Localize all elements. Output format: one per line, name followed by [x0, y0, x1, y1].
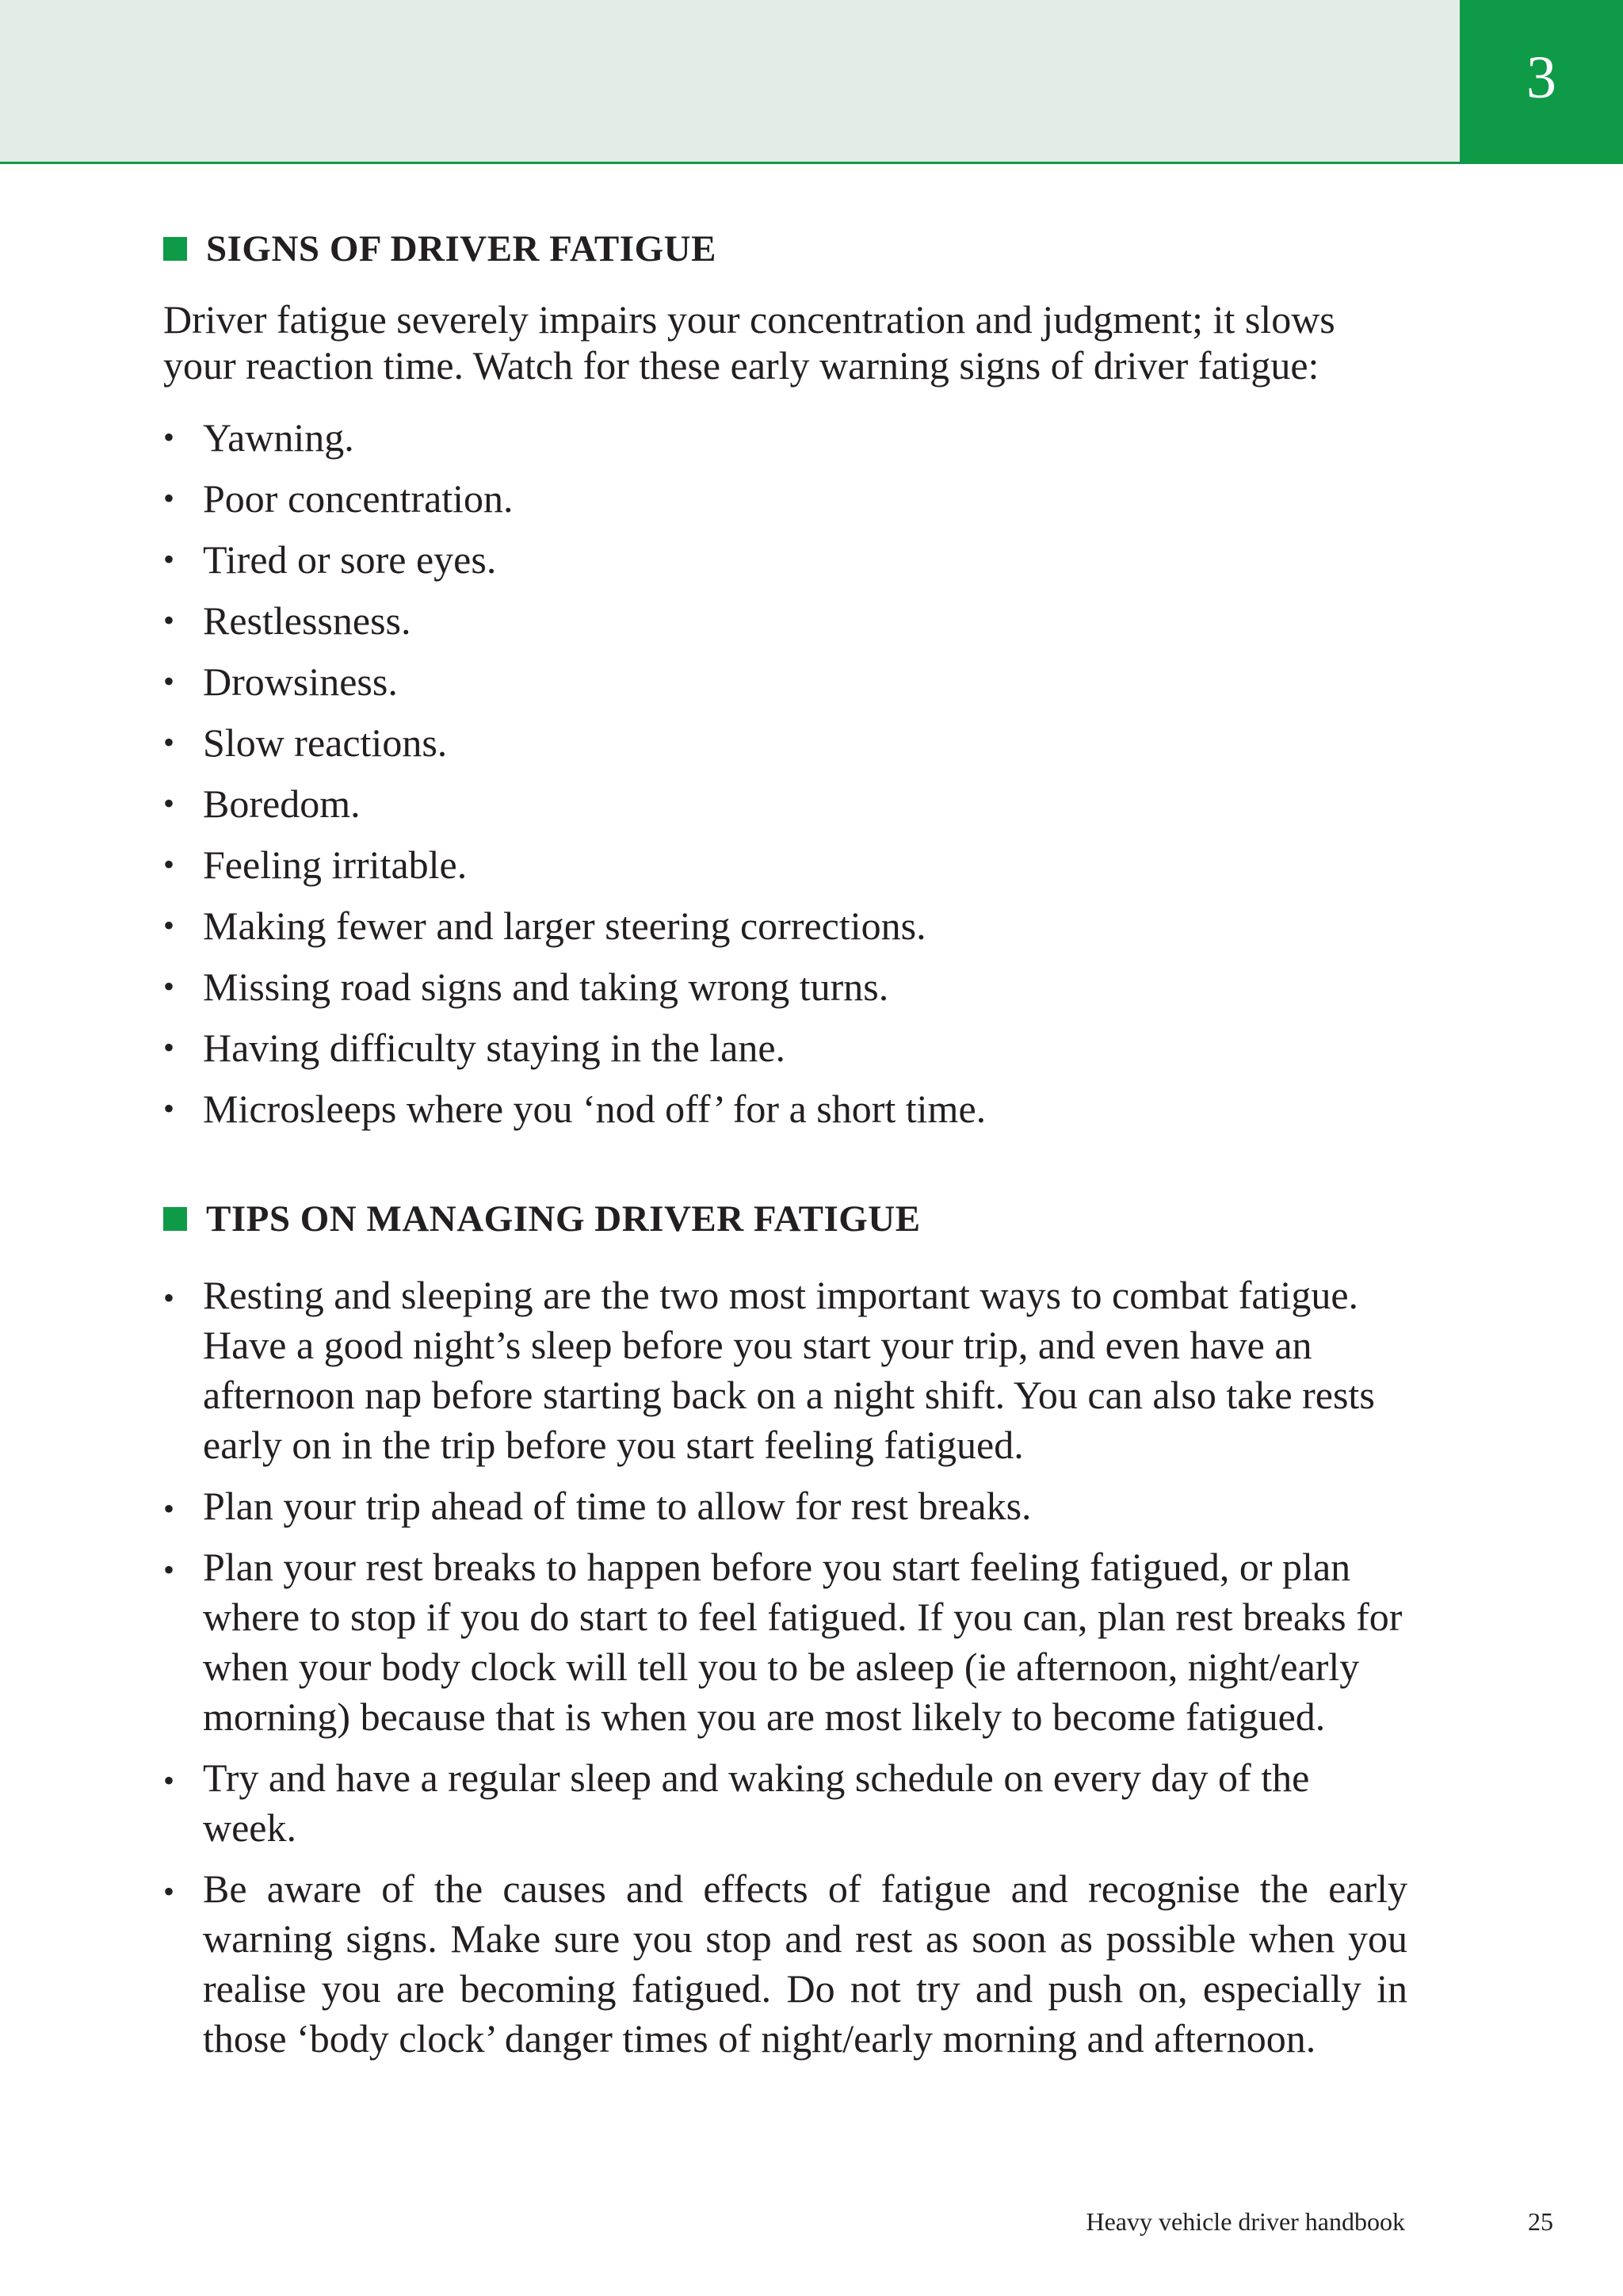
list-item: • Plan your trip ahead of time to allow for rest breaks.: [163, 1481, 1407, 1531]
bullet-icon: •: [163, 541, 175, 577]
signs-intro: Driver fatigue severely impairs your concentration and judgment; it slows your reaction time. Watch for these early warning signs of driver fatigue:: [163, 297, 1335, 388]
bullet-icon: •: [163, 1091, 175, 1126]
list-item: • Yawning.: [163, 415, 354, 460]
chapter-tab: 3: [1460, 0, 1623, 164]
heading-square-icon: [163, 1207, 187, 1231]
list-item: • Boredom.: [163, 781, 361, 826]
list-item: • Feeling irritable.: [163, 842, 468, 887]
list-item: • Plan your rest breaks to happen before you start feeling fatigued, or plan where to stop if you do start to feel fatigued. If you can, plan rest breaks for when your body clock will tell you to be asleep (ie afternoon, night/early morning) because that is when you are most likely to become fatigued.: [163, 1545, 1403, 1739]
list-item: • Making fewer and larger steering corrections.: [163, 904, 926, 948]
bullet-icon: •: [163, 419, 175, 455]
list-item: • Drowsiness.: [163, 659, 398, 704]
bullet-icon: •: [163, 1552, 175, 1587]
header-band: [0, 0, 1460, 164]
footer-title: Heavy vehicle driver handbook: [1086, 2207, 1405, 2236]
list-item: • Try and have a regular sleep and waking schedule on every day of the week.: [163, 1755, 1310, 1850]
bullet-icon: •: [163, 1763, 175, 1798]
heading-square-icon: [163, 237, 187, 261]
tips-list: [163, 1270, 1407, 2075]
bullet-icon: •: [163, 968, 175, 1004]
list-item: • Be aware of the causes and effects of fatigue and recognise the early warning signs. Make sure you stop and rest as soon as possible when you realise you are becoming fatigued. Do not try and push on, especially in those ‘body clock’ danger times of night/early morning and afternoon.: [163, 1866, 1407, 2061]
list-item: • Resting and sleeping are the two most important ways to combat fatigue. Have a good night’s sleep before you start your trip, and even have an afternoon nap before starting back on a night shift. You can also take rests early on in the trip before you start feeling fatigued.: [163, 1273, 1375, 1467]
bullet-icon: •: [163, 1874, 175, 1909]
bullet-icon: •: [163, 1491, 175, 1526]
bullet-icon: •: [163, 785, 175, 821]
signs-list: [163, 415, 986, 1147]
bullet-icon: •: [163, 907, 175, 943]
bullet-icon: •: [163, 724, 175, 760]
list-item: • Restlessness.: [163, 598, 411, 643]
list-item: • Having difficulty staying in the lane.: [163, 1026, 786, 1070]
page-number: 25: [1528, 2207, 1553, 2236]
list-item: • Microsleeps where you ‘nod off’ for a short time.: [163, 1087, 987, 1131]
bullet-icon: •: [163, 602, 175, 638]
bullet-icon: •: [163, 480, 175, 516]
list-item: • Slow reactions.: [163, 720, 448, 765]
tips-heading: [163, 1198, 921, 1240]
list-item: • Tired or sore eyes.: [163, 537, 497, 582]
bullet-icon: •: [163, 1280, 175, 1316]
signs-heading: [163, 227, 716, 270]
bullet-icon: •: [163, 663, 175, 699]
signs-heading-text: SIGNS OF DRIVER FATIGUE: [206, 228, 716, 269]
tips-heading-text: TIPS ON MANAGING DRIVER FATIGUE: [206, 1198, 921, 1240]
bullet-icon: •: [163, 846, 175, 882]
list-item: • Missing road signs and taking wrong turns.: [163, 965, 889, 1009]
bullet-icon: •: [163, 1030, 175, 1065]
list-item: • Poor concentration.: [163, 476, 514, 521]
